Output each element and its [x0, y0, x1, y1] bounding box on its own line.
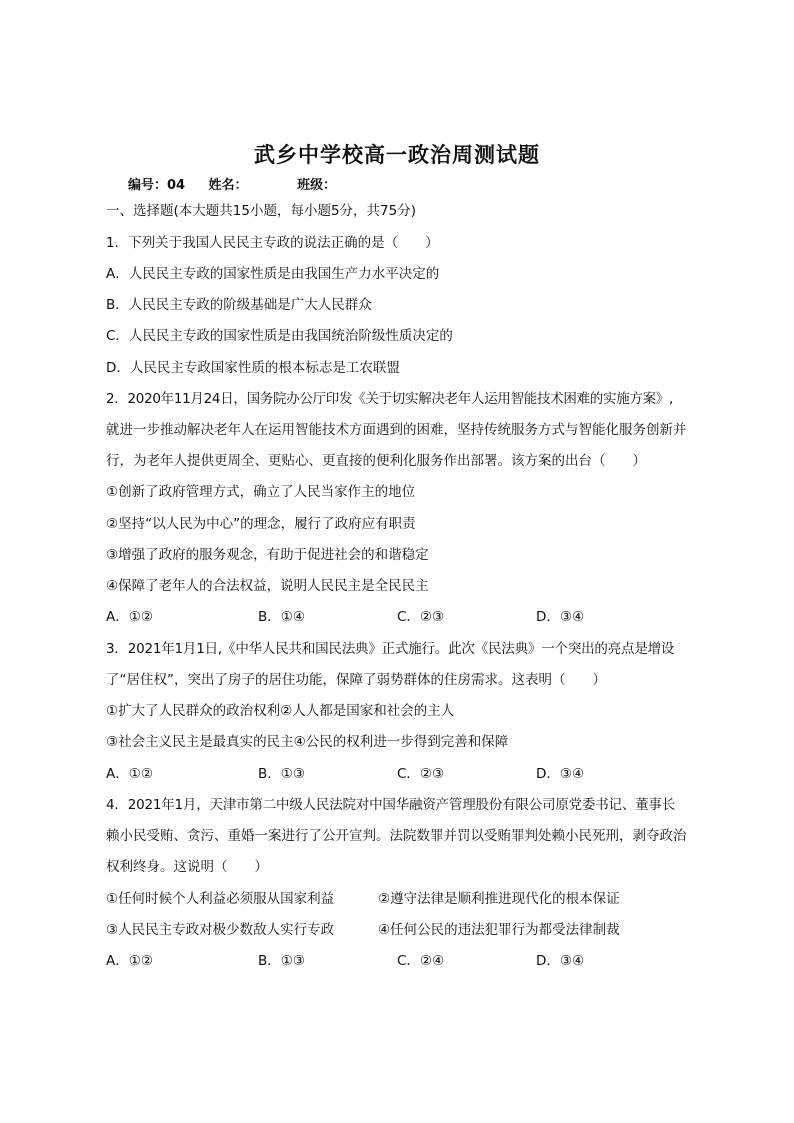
section-heading: 一、选择题(本大题共15小题，每小题5分，共75分) — [106, 203, 416, 219]
question-2-choice-c: C．②③ — [397, 609, 445, 625]
question-3-choice-d: D．③④ — [536, 766, 585, 782]
question-4-stem-line: 4．2021年1月，天津市第二中级人民法院对中国华融资产管理股份有限公司原党委书记、董事长 — [106, 797, 676, 813]
question-3-choice-c: C．②③ — [397, 766, 445, 782]
question-2-choice-b: B．①④ — [258, 609, 305, 625]
question-4-statement: ①任何时候个人利益必须服从国家利益 — [106, 891, 335, 907]
question-2-stem-line: 就进一步推动解决老年人在运用智能技术方面遇到的困难，坚持传统服务方式与智能化服务创新并 — [106, 422, 687, 438]
question-4-stem-line: 权利终身。这说明（ ） — [106, 859, 268, 875]
question-4-statement: ④任何公民的违法犯罪行为都受法律制裁 — [378, 922, 620, 938]
question-2-stem-line: 2．2020年11月24日，国务院办公厅印发《关于切实解决老年人运用智能技术困难的实施方案》, — [106, 391, 673, 407]
question-3-statement: ③社会主义民主是最真实的民主④公民的权利进一步得到完善和保障 — [106, 734, 509, 750]
question-3-choice-a: A．①② — [106, 766, 153, 782]
question-3-choice-b: B．①③ — [258, 766, 305, 782]
question-4-stem-line: 赖小民受贿、贪污、重婚一案进行了公开宣判。法院数罪并罚以受贿罪判处赖小民死刑，剥夺政治 — [106, 828, 687, 844]
question-4-choice-d: D．③④ — [536, 953, 585, 969]
question-1-option-d: D．人民民主专政国家性质的根本标志是工农联盟 — [106, 360, 400, 376]
question-3-statement: ①扩大了人民群众的政治权利②人人都是国家和社会的主人 — [106, 703, 455, 719]
question-1-option-b: B．人民民主专政的阶级基础是广大人民群众 — [106, 297, 372, 313]
question-2-statement: ②坚持“以人民为中心”的理念，履行了政府应有职责 — [106, 516, 416, 532]
question-4-choice-a: A．①② — [106, 953, 153, 969]
question-2-choice-a: A．①② — [106, 609, 153, 625]
question-2-statement: ④保障了老年人的合法权益，说明人民民主是全民民主 — [106, 578, 429, 594]
question-1-option-c: C．人民民主专政的国家性质是由我国统治阶级性质决定的 — [106, 328, 453, 344]
student-name-label: 姓名： — [208, 178, 248, 193]
page-title: 武乡中学校高一政治周测试题 — [254, 142, 540, 167]
question-4-choice-c: C．②④ — [397, 953, 445, 969]
question-3-stem-line: 了“居住权”，突出了房子的居住功能，保障了弱势群体的住房需求。这表明（ ） — [106, 672, 606, 688]
question-2-stem-line: 行，为老年人提供更周全、更贴心、更直接的便利化服务作出部署。该方案的出台（ ） — [106, 453, 646, 469]
exam-number: 编号：04 — [128, 178, 186, 193]
question-1-stem: 1．下列关于我国人民民主专政的说法正确的是（ ） — [106, 235, 439, 251]
question-3-stem-line: 3．2021年1月1日,《中华人民共和国民法典》正式施行。此次《民法典》一个突出的亮点是增设 — [106, 641, 675, 657]
question-4-statement: ②遵守法律是顺利推进现代化的根本保证 — [378, 891, 620, 907]
exam-meta — [128, 176, 748, 196]
question-1-option-a: A．人民民主专政的国家性质是由我国生产力水平决定的 — [106, 266, 440, 282]
class-label: 班级： — [297, 178, 337, 193]
question-4-statement: ③人民民主专政对极少数敌人实行专政 — [106, 922, 335, 938]
question-4-choice-b: B．①③ — [258, 953, 305, 969]
question-2-statement: ①创新了政府管理方式，确立了人民当家作主的地位 — [106, 484, 416, 500]
question-2-statement: ③增强了政府的服务观念，有助于促进社会的和谐稳定 — [106, 547, 429, 563]
question-2-choice-d: D．③④ — [536, 609, 585, 625]
